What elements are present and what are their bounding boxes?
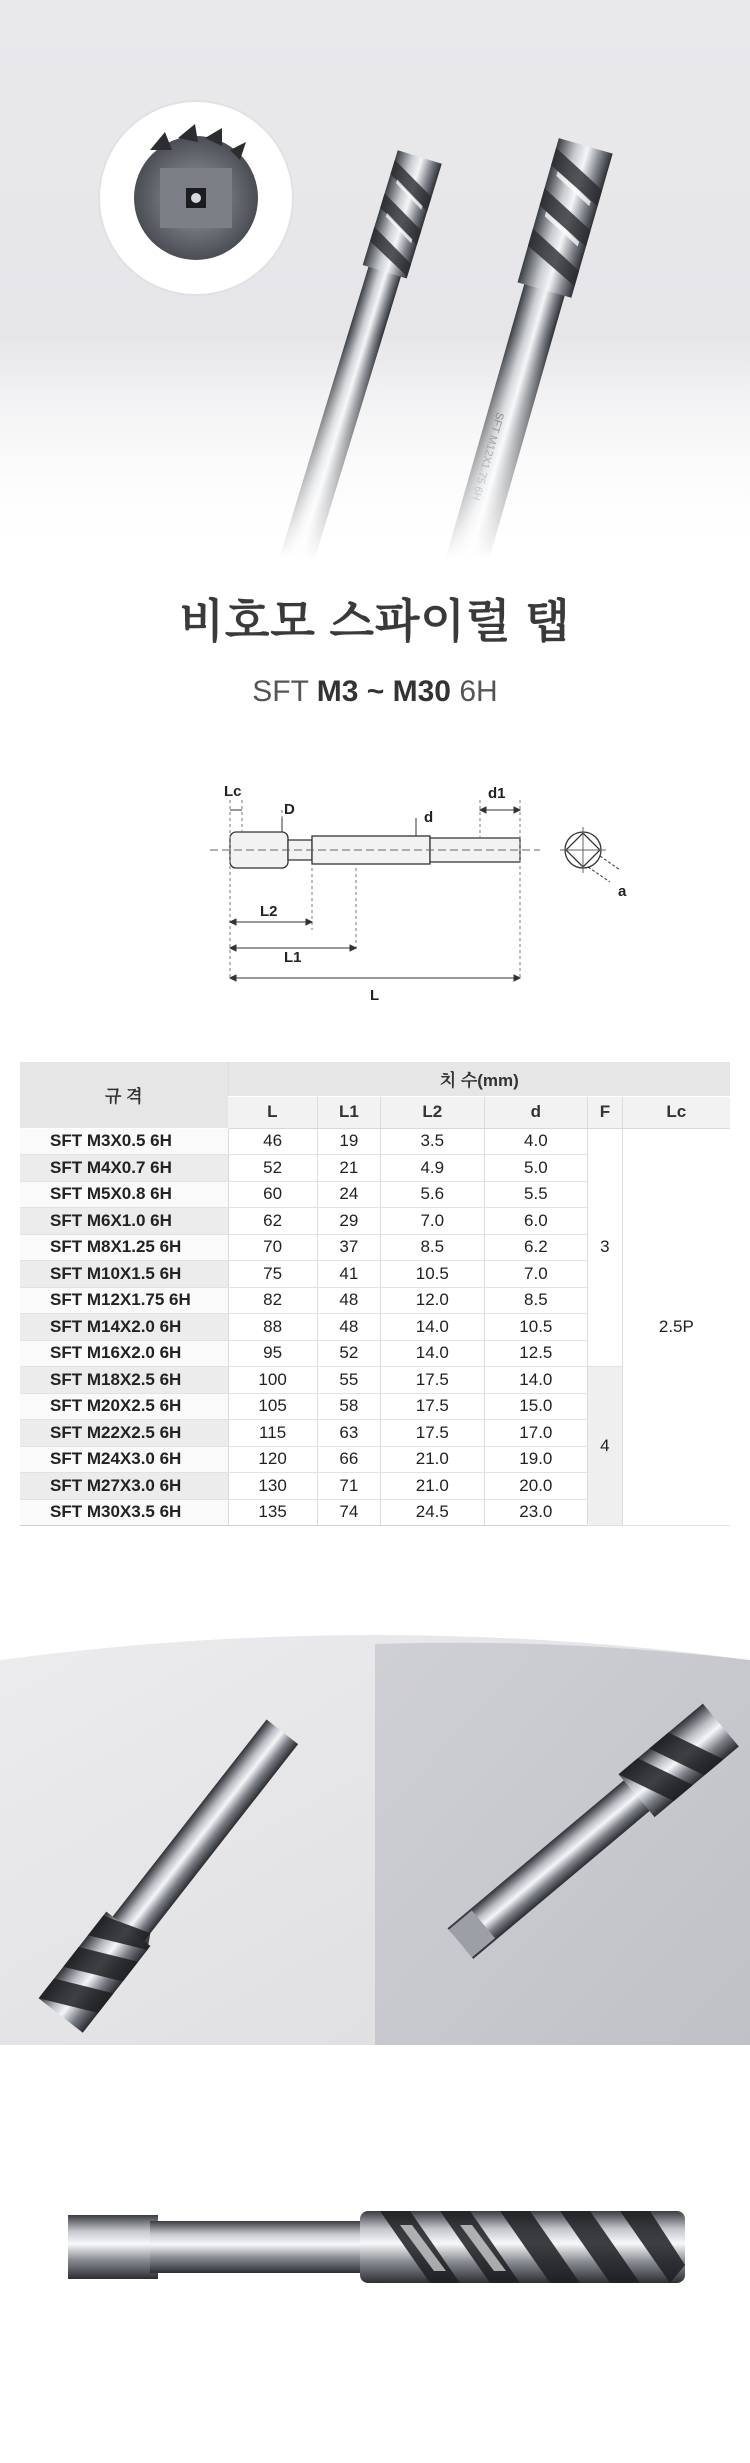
cell-d: 6.0 — [484, 1208, 588, 1235]
cell-model: SFT M6X1.0 6H — [20, 1208, 228, 1235]
cell-d: 19.0 — [484, 1446, 588, 1473]
cell-l2: 7.0 — [381, 1208, 485, 1235]
cell-f-group2: 4 — [588, 1367, 623, 1526]
col-l: L — [228, 1096, 317, 1128]
cell-l1: 19 — [317, 1128, 380, 1155]
cell-l2: 17.5 — [381, 1393, 485, 1420]
cell-d: 10.5 — [484, 1314, 588, 1341]
cell-l2: 8.5 — [381, 1234, 485, 1261]
cell-l: 88 — [228, 1314, 317, 1341]
cell-l2: 10.5 — [381, 1261, 485, 1288]
cell-l: 135 — [228, 1499, 317, 1526]
cell-model: SFT M14X2.0 6H — [20, 1314, 228, 1341]
cell-l: 52 — [228, 1155, 317, 1182]
cell-model: SFT M20X2.5 6H — [20, 1393, 228, 1420]
cell-l2: 17.5 — [381, 1420, 485, 1447]
cell-l1: 74 — [317, 1499, 380, 1526]
cell-l2: 14.0 — [381, 1314, 485, 1341]
cell-l1: 21 — [317, 1155, 380, 1182]
cell-l2: 3.5 — [381, 1128, 485, 1155]
cell-l: 46 — [228, 1128, 317, 1155]
cell-model: SFT M24X3.0 6H — [20, 1446, 228, 1473]
cell-l: 130 — [228, 1473, 317, 1500]
subtitle-range: M3 ~ M30 — [316, 675, 451, 708]
cell-d: 8.5 — [484, 1287, 588, 1314]
title-block — [0, 585, 750, 709]
cell-l1: 58 — [317, 1393, 380, 1420]
cell-model: SFT M18X2.5 6H — [20, 1367, 228, 1394]
cell-model: SFT M22X2.5 6H — [20, 1420, 228, 1447]
hero-illustration — [0, 0, 750, 560]
page-title: 비호모 스파이럴 탭 — [179, 595, 571, 647]
hero-banner — [0, 0, 750, 560]
cell-d: 5.5 — [484, 1181, 588, 1208]
bottom-photo — [0, 2045, 750, 2463]
cell-l1: 71 — [317, 1473, 380, 1500]
col-f: F — [588, 1096, 623, 1128]
cell-l: 120 — [228, 1446, 317, 1473]
cell-l1: 63 — [317, 1420, 380, 1447]
cell-l: 82 — [228, 1287, 317, 1314]
cell-lc: 2.5P — [622, 1128, 730, 1526]
photo-tap-horizontal — [68, 2211, 685, 2283]
cell-l2: 24.5 — [381, 1499, 485, 1526]
cell-d: 17.0 — [484, 1420, 588, 1447]
cell-l2: 17.5 — [381, 1367, 485, 1394]
spec-table-body — [20, 1128, 730, 1526]
subtitle-suffix: 6H — [459, 675, 498, 708]
cell-l2: 14.0 — [381, 1340, 485, 1367]
cell-l: 70 — [228, 1234, 317, 1261]
cell-model: SFT M8X1.25 6H — [20, 1234, 228, 1261]
cell-l: 62 — [228, 1208, 317, 1235]
cell-model: SFT M12X1.75 6H — [20, 1287, 228, 1314]
product-photos — [0, 1630, 750, 2050]
cell-l2: 4.9 — [381, 1155, 485, 1182]
end-view — [560, 827, 620, 882]
cell-l1: 29 — [317, 1208, 380, 1235]
spec-table — [20, 1062, 730, 1526]
col-lc: Lc — [622, 1096, 730, 1128]
cell-d: 5.0 — [484, 1155, 588, 1182]
cell-l1: 37 — [317, 1234, 380, 1261]
cell-l: 75 — [228, 1261, 317, 1288]
cell-l2: 12.0 — [381, 1287, 485, 1314]
label-l2: L2 — [260, 903, 278, 920]
cell-l: 95 — [228, 1340, 317, 1367]
label-l1: L1 — [284, 949, 302, 966]
cell-l2: 21.0 — [381, 1446, 485, 1473]
label-l: L — [370, 987, 380, 1004]
cell-l1: 66 — [317, 1446, 380, 1473]
cell-l1: 48 — [317, 1287, 380, 1314]
cell-l: 60 — [228, 1181, 317, 1208]
cell-d: 7.0 — [484, 1261, 588, 1288]
cell-f-group1: 3 — [588, 1128, 623, 1367]
label-d-major: D — [284, 801, 295, 818]
cell-d: 14.0 — [484, 1367, 588, 1394]
cell-d: 15.0 — [484, 1393, 588, 1420]
col-l1: L1 — [317, 1096, 380, 1128]
cell-l1: 24 — [317, 1181, 380, 1208]
cell-l1: 41 — [317, 1261, 380, 1288]
label-a: a — [618, 883, 627, 900]
cell-l: 100 — [228, 1367, 317, 1394]
cell-model: SFT M5X0.8 6H — [20, 1181, 228, 1208]
cell-l1: 48 — [317, 1314, 380, 1341]
cell-model: SFT M27X3.0 6H — [20, 1473, 228, 1500]
page-subtitle — [0, 675, 750, 709]
col-d: d — [484, 1096, 588, 1128]
table-row — [20, 1128, 730, 1155]
cell-d: 12.5 — [484, 1340, 588, 1367]
cell-d: 4.0 — [484, 1128, 588, 1155]
col-l2: L2 — [381, 1096, 485, 1128]
cell-model: SFT M30X3.5 6H — [20, 1499, 228, 1526]
cell-l2: 5.6 — [381, 1181, 485, 1208]
cell-d: 6.2 — [484, 1234, 588, 1261]
cell-model: SFT M10X1.5 6H — [20, 1261, 228, 1288]
header-spec: 규 격 — [20, 1062, 228, 1128]
label-d-minor: d — [424, 809, 434, 826]
cell-d: 23.0 — [484, 1499, 588, 1526]
subtitle-prefix: SFT — [252, 675, 309, 708]
cell-model: SFT M16X2.0 6H — [20, 1340, 228, 1367]
cell-l1: 52 — [317, 1340, 380, 1367]
cell-model: SFT M4X0.7 6H — [20, 1155, 228, 1182]
cell-d: 20.0 — [484, 1473, 588, 1500]
label-d1: d1 — [488, 785, 506, 802]
cell-l1: 55 — [317, 1367, 380, 1394]
header-dimensions: 치 수(mm) — [228, 1062, 730, 1096]
cell-model: SFT M3X0.5 6H — [20, 1128, 228, 1155]
cell-l2: 21.0 — [381, 1473, 485, 1500]
dimension-diagram — [190, 770, 630, 1020]
cell-l: 115 — [228, 1420, 317, 1447]
label-lc: Lc — [224, 783, 242, 800]
cell-l: 105 — [228, 1393, 317, 1420]
